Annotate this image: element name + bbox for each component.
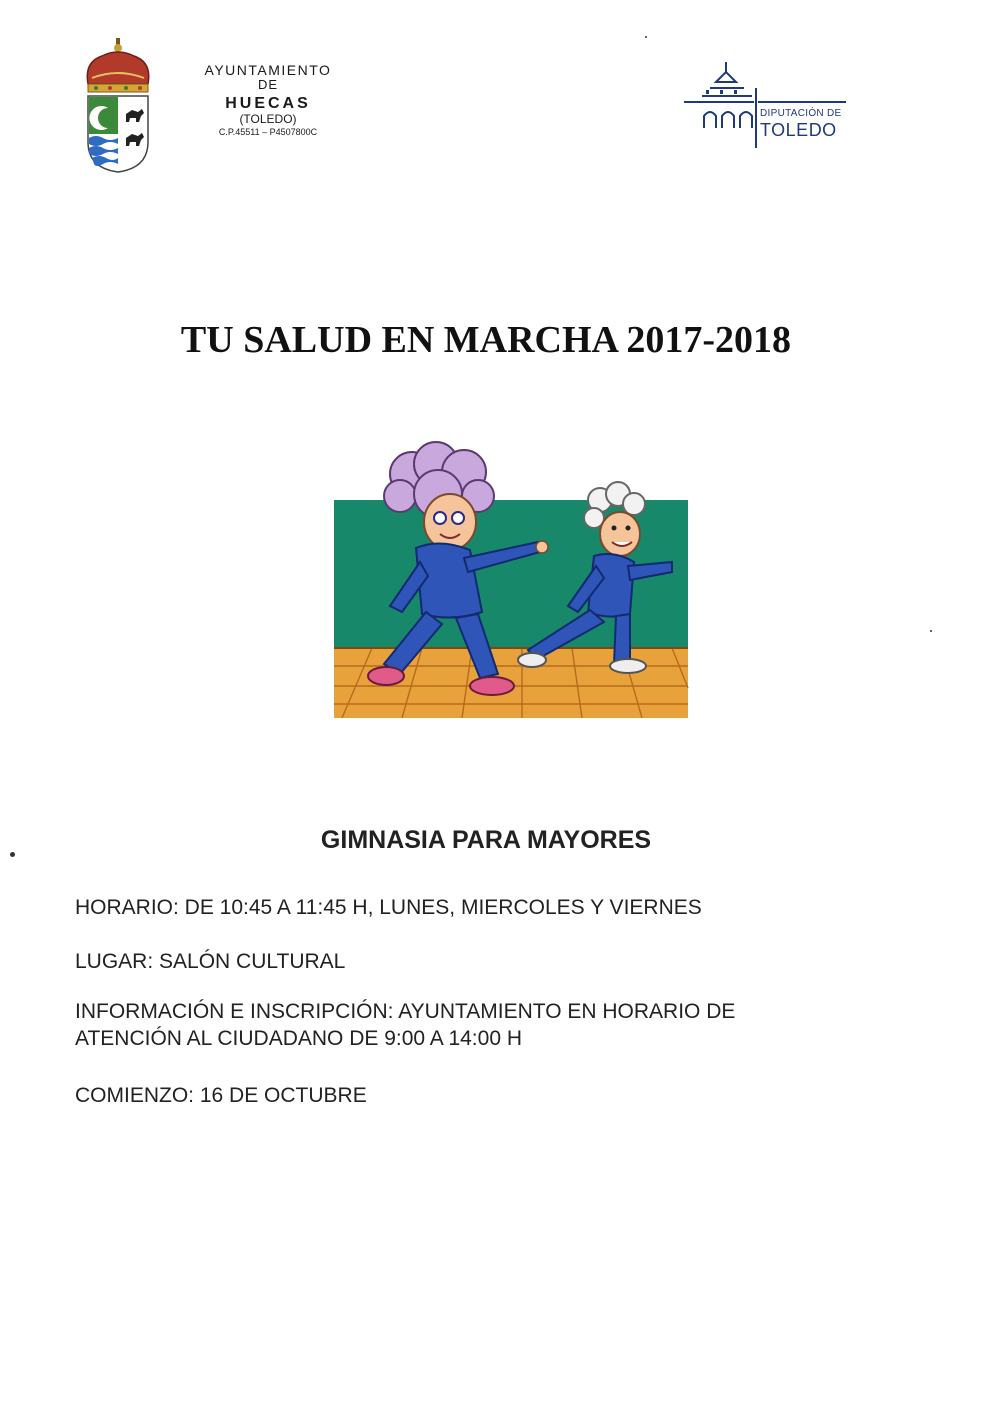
registration-info-line-2: ATENCIÓN AL CIUDADANO DE 9:00 A 14:00 H (75, 1027, 522, 1051)
diputacion-label-bottom: TOLEDO (760, 120, 837, 140)
schedule-text: HORARIO: DE 10:45 A 11:45 H, LUNES, MIERCOLES Y VIERNES (75, 896, 702, 919)
scan-speck (930, 630, 932, 632)
start-date-text: COMIENZO: 16 DE OCTUBRE (75, 1084, 367, 1107)
elderly-exercise-illustration-icon (332, 438, 690, 720)
municipality-name: HUECAS (225, 95, 311, 113)
municipality-heading (178, 62, 358, 138)
registration-info-line-1: INFORMACIÓN E INSCRIPCIÓN: AYUNTAMIENTO EN HORARIO DE (75, 1000, 736, 1023)
municipality-line-de: DE (257, 77, 279, 93)
scan-speck (10, 852, 15, 857)
activity-subtitle: GIMNASIA PARA MAYORES (320, 826, 652, 854)
location-text: LUGAR: SALÓN CULTURAL (75, 950, 346, 973)
municipality-line-ayuntamiento: AYUNTAMIENTO (204, 62, 332, 78)
huecas-coat-of-arms-icon (82, 38, 154, 174)
registration-info (75, 998, 835, 1053)
scan-speck (645, 36, 647, 38)
diputacion-label-top: DIPUTACIÓN DE (760, 108, 842, 119)
municipality-province: (TOLEDO) (239, 112, 297, 127)
poster-title: TU SALUD EN MARCHA 2017-2018 (180, 319, 792, 361)
municipality-code: C.P.45511 – P4507800C (218, 127, 318, 138)
